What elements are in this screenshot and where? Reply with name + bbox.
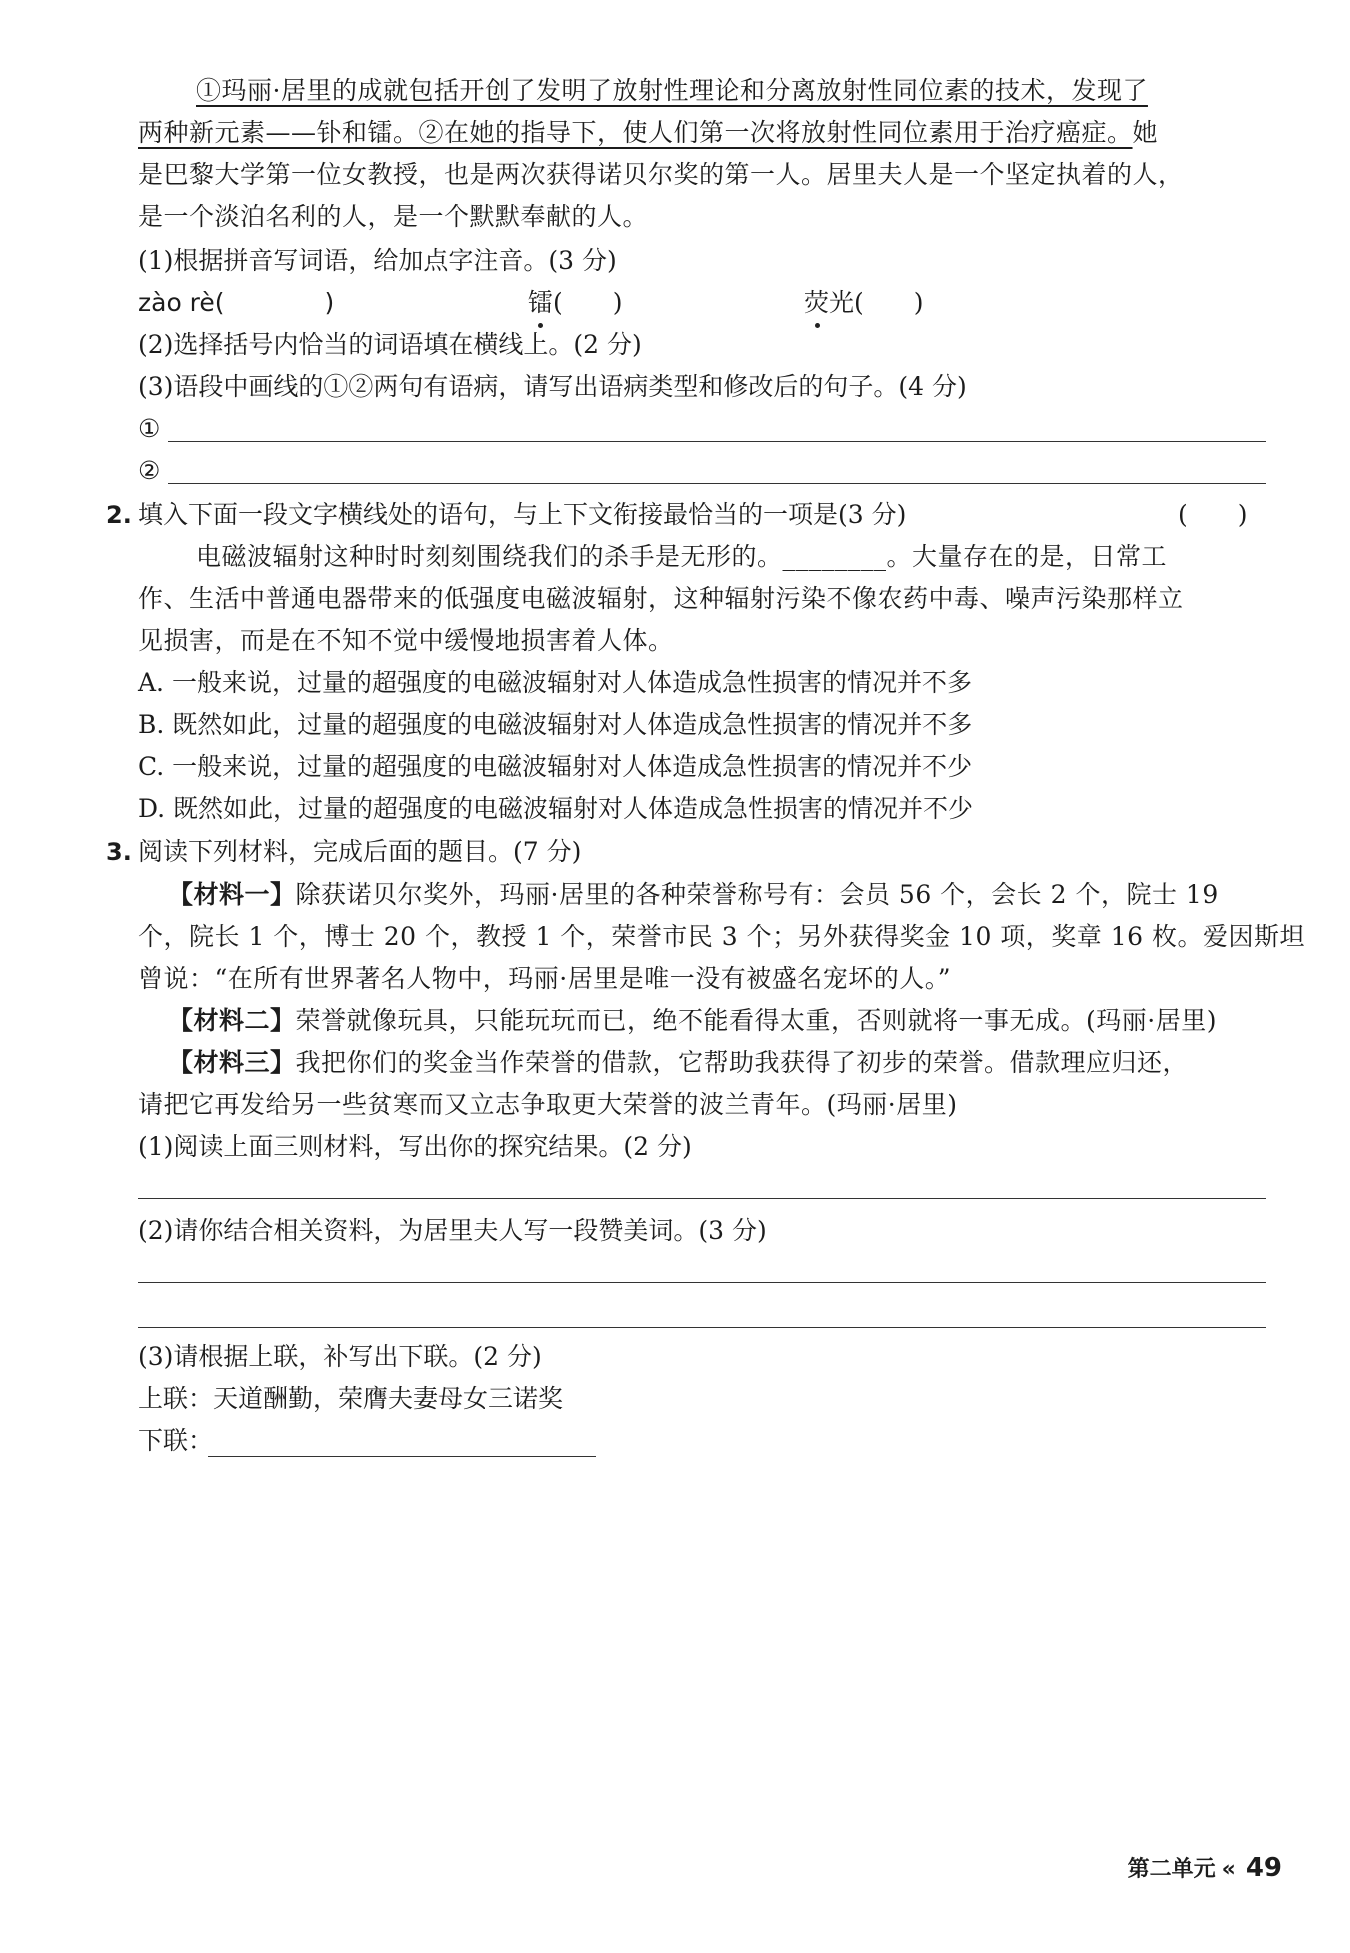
material-1-line-3: 曾说：“在所有世界著名人物中，玛丽·居里是唯一没有被盛名宠坏的人。” (138, 964, 952, 993)
char-radium: 镭( ) (528, 288, 623, 317)
q3-stem: 阅读下列材料，完成后面的题目。(7 分) (138, 837, 582, 866)
q1-sub3: (3)语段中画线的①②两句有语病，请写出语病类型和修改后的句子。(4 分) (138, 372, 967, 401)
material-2-line-1: 【材料二】荣誉就像玩具，只能玩玩而已，绝不能看得太重，否则就将一事无成。(玛丽·居里) (168, 1006, 1217, 1035)
option-c[interactable]: C. 一般来说，过量的超强度的电磁波辐射对人体造成急性损害的情况并不少 (138, 752, 973, 781)
double-chevron-icon: « (1221, 1857, 1236, 1882)
intro-line-1 (196, 72, 1266, 110)
answer-line[interactable] (168, 483, 1266, 484)
material-1-line-2: 个，院长 1 个，博士 20 个，教授 1 个，荣誉市民 3 个；另外获得奖金 10 项，奖章 16 枚。爱因斯坦 (138, 922, 1306, 951)
question-number-3: 3. (106, 838, 132, 866)
q2-para-line-3: 见损害，而是在不知不觉中缓慢地损害着人体。 (138, 626, 674, 655)
page-number: 49 (1245, 1853, 1282, 1883)
answer-line[interactable] (138, 1198, 1266, 1199)
material-3-line-1: 【材料三】我把你们的奖金当作荣誉的借款，它帮助我获得了初步的荣誉。借款理应归还， (168, 1048, 1189, 1077)
q3-sub3: (3)请根据上联，补写出下联。(2 分) (138, 1342, 542, 1371)
option-d[interactable]: D. 既然如此，过量的超强度的电磁波辐射对人体造成急性损害的情况并不少 (138, 794, 974, 823)
question-number-2: 2. (106, 501, 132, 529)
material-1-tag: 【材料一】 (168, 880, 296, 909)
unit-label: 第二单元 (1127, 1857, 1216, 1882)
couplet-answer-line[interactable] (208, 1456, 596, 1457)
underlined-sentence-1: ①玛丽·居里的成就包括开创了发明了放射性理论和分离放射性同位素的技术，发现了 (196, 76, 1148, 105)
q3-sub2: (2)请你结合相关资料，为居里夫人写一段赞美词。(3 分) (138, 1216, 767, 1245)
q1-blank-label-2: ② (138, 456, 161, 485)
q1-sub1: (1)根据拼音写词语，给加点字注音。(3 分) (138, 246, 617, 275)
option-a[interactable]: A. 一般来说，过量的超强度的电磁波辐射对人体造成急性损害的情况并不多 (138, 668, 972, 697)
page-footer (1128, 1852, 1282, 1883)
lower-couplet-label: 下联： (138, 1426, 214, 1455)
q1-sub2: (2)选择括号内恰当的词语填在横线上。(2 分) (138, 330, 642, 359)
q3-sub1: (1)阅读上面三则材料，写出你的探究结果。(2 分) (138, 1132, 692, 1161)
q1-blank-label-1: ① (138, 414, 161, 443)
answer-line[interactable] (138, 1282, 1266, 1283)
answer-bracket[interactable]: ( ) (1178, 500, 1248, 529)
q2-para-line-1: 电磁波辐射这种时时刻刻围绕我们的杀手是无形的。________。大量存在的是，日常工 (196, 542, 1168, 571)
word-fluorescence: 荧光( ) (804, 288, 924, 317)
option-b[interactable]: B. 既然如此，过量的超强度的电磁波辐射对人体造成急性损害的情况并不多 (138, 710, 973, 739)
answer-line[interactable] (168, 441, 1266, 442)
underlined-sentence-2: ②在她的指导下，使人们第一次将放射性同位素用于治疗癌症。 (418, 118, 1133, 147)
q2-stem: 填入下面一段文字横线处的语句，与上下文衔接最恰当的一项是(3 分) (138, 500, 907, 529)
upper-couplet: 上联：天道酬勤，荣膺夫妻母女三诺奖 (138, 1384, 564, 1413)
material-3-line-2: 请把它再发给另一些贫寒而又立志争取更大荣誉的波兰青年。(玛丽·居里) (138, 1090, 958, 1119)
q2-para-line-2: 作、生活中普通电器带来的低强度电磁波辐射，这种辐射污染不像农药中毒、噪声污染那样立 (138, 584, 1184, 613)
material-3-tag: 【材料三】 (168, 1048, 296, 1077)
material-1-line-1: 【材料一】除获诺贝尔奖外，玛丽·居里的各种荣誉称号有：会员 56 个，会长 2 个，院士 19 (168, 880, 1219, 909)
intro-line-3: 是巴黎大学第一位女教授，也是两次获得诺贝尔奖的第一人。居里夫人是一个坚定执着的人， (138, 160, 1184, 189)
material-2-tag: 【材料二】 (168, 1006, 296, 1035)
pinyin-zao-re: zào rè( ) (138, 288, 335, 317)
intro-line-2 (138, 114, 1268, 152)
intro-line-2-tail: 她 (1132, 118, 1159, 147)
intro-line-4: 是一个淡泊名利的人，是一个默默奉献的人。 (138, 202, 649, 231)
answer-line[interactable] (138, 1327, 1266, 1328)
underlined-sentence-1-end: 两种新元素——钋和镭。 (138, 118, 419, 147)
